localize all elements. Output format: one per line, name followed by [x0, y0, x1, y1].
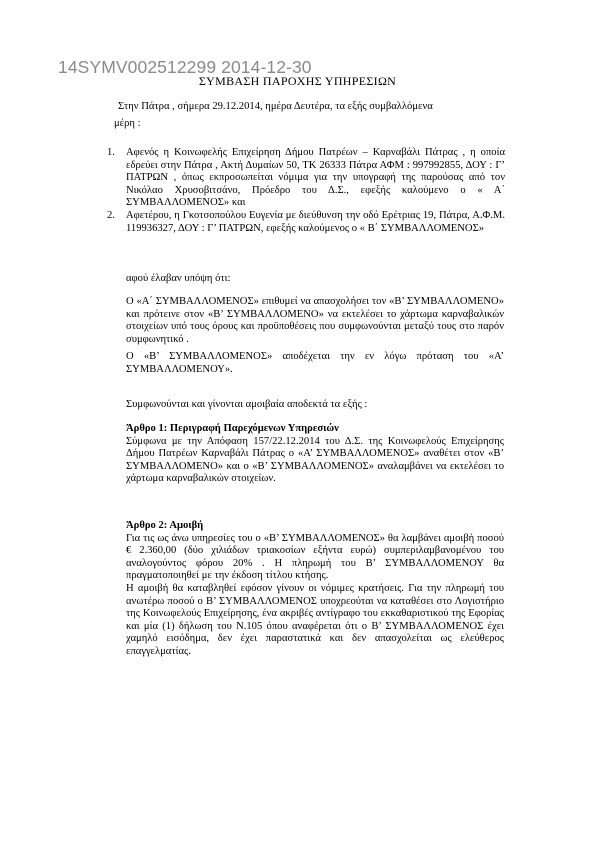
- article-text: Σύμφωνα με την Απόφαση 157/22.12.2014 του Δ.Σ. της Κοινωφελούς Επιχείρησης Δήμου Πατρέων Καρναβάλι Πάτρας ο «Α’ ΣΥΜΒΑΛΛΟΜΕΝΟΣ» αναθέτει στον «Β’ ΣΥΜΒΑΛΛΟΜΕΝΟ» και ο «Β’ ΣΥΜΒΑΛΛΟΜΕΝΟΣ» αναλαμβάνει να εκτελέσει το χάρτωμα καρναβαλικών στοιχείων.: [126, 435, 504, 485]
- agreed-line: Συμφωνούνται και γίνονται αμοιβαία αποδεκτά τα εξής :: [126, 399, 368, 410]
- party-item: [107, 209, 505, 235]
- article-heading: Άρθρο 2: Αμοιβή: [126, 520, 204, 531]
- intro-line: Στην Πάτρα , σήμερα 29.12.2014, ημέρα Δευτέρα, τα εξής συμβαλλόμενα: [118, 101, 433, 112]
- article-text: Η αμοιβή θα καταβληθεί εφόσον γίνουν οι νόμιμες κρατήσεις. Για την πληρωμή του ανωτέρω ποσού ο Β’ ΣΥΜΒΑΛΛΟΜΕΝΟΣ υποχρεούται να καταθέσει στο Λογιστήριο της Κοινωφελούς Επιχείρησης, ένα ακριβές αντίγραφο του εκκαθαριστικού της Εφορίας και μία (1) δήλωση του Ν.105 όπου αναφέρεται ότι ο Β’ ΣΥΜΒΑΛΛΟΜΕΝΟΣ έχει χαμηλό εισόδημα, δεν έχει παραστατικά και δεν απασχολείται ως ελεύθερος επαγγελματίας.: [126, 583, 504, 657]
- taking-into-account-line: αφού έλαβαν υπόψη ότι:: [126, 273, 231, 284]
- intro-line-continued: μέρη :: [114, 118, 141, 129]
- party-item: [107, 147, 505, 210]
- document-id-watermark: 14SYMV002512299 2014-12-30: [58, 57, 312, 77]
- article-text: Για τις ως άνω υπηρεσίες του ο «Β’ ΣΥΜΒΑΛΛΟΜΕΝΟΣ» θα λαμβάνει αμοιβή ποσού € 2.360,00 (δύο χιλιάδων τριακοσίων εξήντα ευρώ) συμπεριλαμβανομένου του αναλογούντος φόρου 20% . Η πληρωμή του Β’ ΣΥΜΒΑΛΛΟΜΕΝΟΥ θα πραγματοποιηθεί με την έκδοση τίτλου κτήσης.: [126, 532, 504, 582]
- party-text: Αφετέρου, η Γκοτσοπούλου Ευγενία με διεύθυνση την οδό Ερέτριας 19, Πάτρα, Α.Φ.Μ. 119936327, ΔΟΥ : Γ’ ΠΑΤΡΩΝ, εφεξής καλούμενος ο « Β΄ ΣΥΜΒΑΛΛΟΜΕΝΟΣ»: [126, 209, 505, 234]
- document-title: ΣΥΜΒΑΣΗ ΠΑΡΟΧΗΣ ΥΠΗΡΕΣΙΩΝ: [198, 74, 397, 88]
- body-paragraph: Ο «Β’ ΣΥΜΒΑΛΛΟΜΕΝΟΣ» αποδέχεται την εν λόγω πρόταση του «Α’ ΣΥΜΒΑΛΛΟΜΕΝΟΥ».: [126, 351, 504, 375]
- article-2: [126, 520, 504, 583]
- parties-list: [107, 147, 505, 235]
- article-1: [126, 423, 504, 486]
- party-number: 2.: [107, 209, 115, 221]
- party-number: 1.: [107, 147, 115, 158]
- party-text: Αφενός η Κοινωφελής Επιχείρηση Δήμου Πατρέων – Καρναβάλι Πάτρας , η οποία εδρεύει στην Πάτρα , Ακτή Δυμαίων 50, ΤΚ 26333 Πάτρα ΑΦΜ : 997992855, ΔΟΥ : Γ’ ΠΑΤΡΩΝ , όπως εκπροσωπείται νόμιμα για την υπογραφή της παρούσας από τον Νικόλαο Χρυσοβιτσάνο, Πρόεδρο του Δ.Σ., εφεξής καλούμενο ο « Α΄ ΣΥΜΒΑΛΛΟΜΕΝΟΣ» και: [126, 147, 505, 209]
- article-heading: Άρθρο 1: Περιγραφή Παρεχόμενων Υπηρεσιών: [126, 423, 339, 434]
- body-paragraph: Ο «Α΄ ΣΥΜΒΑΛΛΟΜΕΝΟΣ» επιθυμεί να απασχολήσει τον «Β’ ΣΥΜΒΑΛΛΟΜΕΝΟ» και πρότεινε στον «Β’ ΣΥΜΒΑΛΛΟΜΕΝΟ» να εκτελέσει το χάρτωμα καρναβαλικών στοιχείων υπό τους όρους και προϋποθέσεις που συμφωνούνται μεταξύ τους στο παρόν συμφωνητικό .: [126, 296, 504, 345]
